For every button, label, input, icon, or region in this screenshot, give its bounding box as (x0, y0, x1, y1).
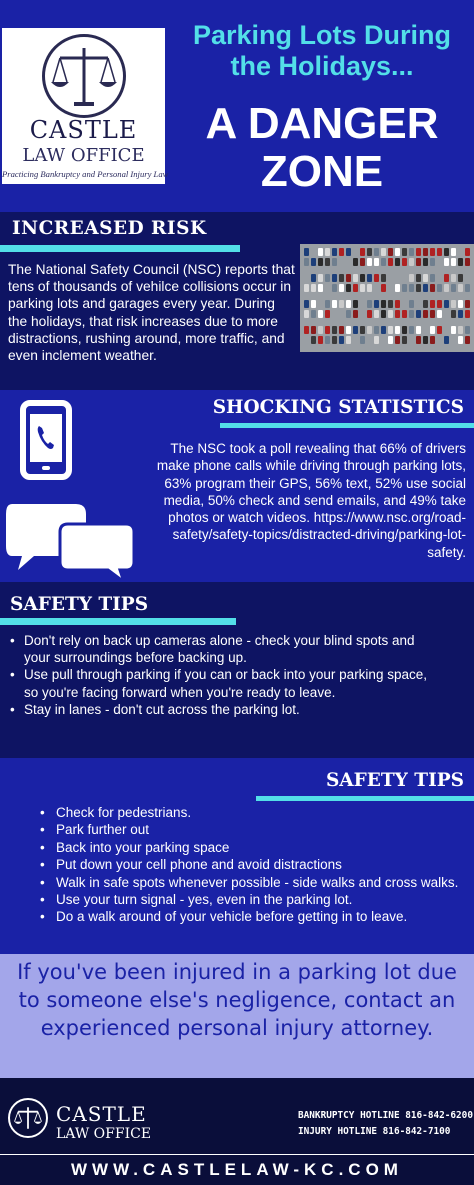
parked-car (346, 284, 351, 292)
parked-car (416, 300, 421, 308)
parked-car (318, 326, 323, 334)
parked-car (304, 274, 309, 282)
parked-car (367, 258, 372, 266)
list-item: • Do a walk around of your vehicle before getting in to leave. (38, 908, 468, 925)
parked-car (360, 258, 365, 266)
parked-car (430, 310, 435, 318)
parked-car (346, 310, 351, 318)
phone-home-button (42, 466, 50, 470)
parked-car (360, 284, 365, 292)
accent-bar (256, 796, 474, 801)
parked-car (353, 300, 358, 308)
phone-screen (30, 414, 62, 462)
parked-car (451, 284, 456, 292)
parked-car (416, 274, 421, 282)
parked-car (402, 326, 407, 334)
hotlines (298, 1108, 474, 1140)
parked-car (332, 274, 337, 282)
parked-car (353, 326, 358, 334)
parked-car (458, 300, 463, 308)
parked-car (360, 248, 365, 256)
accent-bar (220, 423, 474, 428)
parked-car (381, 258, 386, 266)
parked-car (416, 248, 421, 256)
parked-car (325, 310, 330, 318)
list-item: • Use pull through parking if you can or back into your parking space, so you're facing forward when you're ready to leave. (8, 666, 428, 700)
parked-car (318, 258, 323, 266)
parked-car (374, 310, 379, 318)
footer-divider (0, 1154, 474, 1155)
parked-car (360, 274, 365, 282)
logo-name: CASTLE (29, 116, 138, 144)
parked-car (395, 300, 400, 308)
parked-car (360, 300, 365, 308)
parked-car (395, 326, 400, 334)
parked-car (325, 248, 330, 256)
parked-car (388, 258, 393, 266)
parked-car (346, 336, 351, 344)
parked-car (374, 300, 379, 308)
parked-car (444, 258, 449, 266)
list-item: • Don't rely on back up cameras alone - check your blind spots and your surroundings before backing up. (8, 632, 428, 666)
parked-car (381, 336, 386, 344)
parked-car (311, 336, 316, 344)
list-item: • Park further out (38, 821, 468, 838)
safety-tips-heading: SAFETY TIPS (10, 594, 149, 615)
parked-car (367, 300, 372, 308)
parked-car (304, 258, 309, 266)
parked-car (304, 284, 309, 292)
parked-car (409, 274, 414, 282)
parked-car (423, 258, 428, 266)
parked-car (416, 310, 421, 318)
parked-car (374, 326, 379, 334)
parked-car (465, 274, 470, 282)
safety-tips-heading: SAFETY TIPS (325, 770, 464, 791)
parked-car (388, 326, 393, 334)
safety-tips-section-2 (0, 758, 474, 960)
parked-car (465, 326, 470, 334)
parked-car (332, 300, 337, 308)
call-to-action-text: If you've been injured in a parking lot due to someone else's negligence, contact an experienced personal injury attorney. (17, 960, 457, 1040)
parked-car (353, 336, 358, 344)
parked-car (311, 274, 316, 282)
parked-car (430, 248, 435, 256)
parked-car (318, 300, 323, 308)
parked-car (332, 248, 337, 256)
parked-car (430, 274, 435, 282)
parked-car (451, 248, 456, 256)
accent-bar (0, 245, 240, 252)
parked-car (409, 310, 414, 318)
parked-car (458, 258, 463, 266)
list-item: • Stay in lanes - don't cut across the parking lot. (8, 701, 428, 718)
parked-car (444, 284, 449, 292)
parked-car (395, 274, 400, 282)
parked-car (458, 284, 463, 292)
list-item: • Walk in safe spots whenever possible - side walks and cross walks. (38, 874, 468, 891)
parked-car (311, 300, 316, 308)
parked-car (318, 310, 323, 318)
parked-car (353, 258, 358, 266)
safety-tips-section-1 (0, 582, 474, 758)
parked-car (346, 258, 351, 266)
list-item: • Put down your cell phone and avoid distractions (38, 856, 468, 873)
parked-car (318, 274, 323, 282)
parked-car (451, 274, 456, 282)
parked-car (465, 248, 470, 256)
parked-car (374, 258, 379, 266)
parked-car (430, 336, 435, 344)
parked-car (325, 326, 330, 334)
parked-car-row (304, 336, 470, 344)
parked-car (388, 284, 393, 292)
parked-car (437, 300, 442, 308)
list-item: • Check for pedestrians. (38, 804, 468, 821)
parked-car (402, 310, 407, 318)
footer-logo-name: CASTLE (56, 1102, 147, 1126)
castle-logo[interactable] (2, 28, 169, 184)
headline-line-1: A DANGER (205, 99, 439, 148)
logo-tagline: Practicing Bankruptcy and Personal Injury Law (2, 169, 169, 179)
parked-car (444, 300, 449, 308)
parked-car (444, 248, 449, 256)
safety-tips-list (38, 804, 468, 926)
parked-car (381, 326, 386, 334)
parked-car (374, 284, 379, 292)
parked-car (339, 284, 344, 292)
parked-car (395, 258, 400, 266)
parked-car (381, 274, 386, 282)
parked-car (423, 310, 428, 318)
parked-car (423, 274, 428, 282)
parked-car (332, 336, 337, 344)
parked-car (451, 336, 456, 344)
parked-car-row (304, 326, 470, 334)
parked-car (437, 336, 442, 344)
parked-car (304, 300, 309, 308)
parked-car (416, 326, 421, 334)
parked-car (388, 310, 393, 318)
parked-car (395, 248, 400, 256)
parked-car (430, 284, 435, 292)
scales-of-justice-icon (8, 1098, 48, 1138)
parked-car (374, 336, 379, 344)
bankruptcy-hotline[interactable]: BANKRUPTCY HOTLINE 816-842-6200 (298, 1110, 473, 1121)
parked-car (430, 326, 435, 334)
parked-car (402, 258, 407, 266)
parked-car (318, 284, 323, 292)
scales-of-justice-icon (42, 34, 126, 118)
parked-car (353, 310, 358, 318)
parked-car (395, 284, 400, 292)
parked-car (318, 248, 323, 256)
website-link[interactable]: WWW.CASTLELAW-KC.COM (71, 1160, 403, 1179)
parked-car (402, 336, 407, 344)
parked-car (346, 326, 351, 334)
injury-hotline[interactable]: INJURY HOTLINE 816-842-7100 (298, 1126, 451, 1137)
parked-car (339, 326, 344, 334)
title-line-2: the Holidays... (230, 51, 414, 81)
parked-car-row (304, 248, 470, 256)
parked-car (430, 300, 435, 308)
increased-risk-heading: INCREASED RISK (12, 218, 207, 239)
parked-car (451, 310, 456, 318)
parked-car (402, 300, 407, 308)
parked-car (332, 326, 337, 334)
parked-car (444, 310, 449, 318)
list-item: • Back into your parking space (38, 839, 468, 856)
parked-car (304, 248, 309, 256)
parked-car (367, 274, 372, 282)
parked-car (325, 258, 330, 266)
parked-car (402, 284, 407, 292)
parked-car (318, 336, 323, 344)
parked-car (325, 336, 330, 344)
parked-car (437, 326, 442, 334)
parked-car (325, 274, 330, 282)
parked-car (353, 284, 358, 292)
parked-car (311, 248, 316, 256)
parked-car (367, 284, 372, 292)
parked-car (367, 310, 372, 318)
parked-car (367, 248, 372, 256)
parked-car (381, 248, 386, 256)
parked-car (465, 336, 470, 344)
parked-car (423, 336, 428, 344)
parked-car (339, 274, 344, 282)
parked-car (423, 300, 428, 308)
parked-car (458, 310, 463, 318)
parked-car (409, 326, 414, 334)
parked-car (311, 258, 316, 266)
parked-car (388, 300, 393, 308)
parked-car (339, 336, 344, 344)
parked-car (458, 274, 463, 282)
increased-risk-text: The National Safety Council (NSC) reports that tens of thousands of vehilce collisions occur in parking lots and garages every year. During the holidays, that risk increases due to more distractions, rushing around, more traffic, and even inclement weather. (8, 262, 295, 364)
parked-car (339, 248, 344, 256)
parked-car (395, 336, 400, 344)
parking-lot-aerial-image (300, 244, 474, 352)
parked-car (353, 274, 358, 282)
parked-car (416, 336, 421, 344)
parked-car (339, 258, 344, 266)
parked-car (451, 300, 456, 308)
parked-car (409, 284, 414, 292)
parked-car (458, 248, 463, 256)
parked-car (325, 300, 330, 308)
parked-car-row (304, 274, 470, 282)
parked-car (402, 248, 407, 256)
parked-car (465, 258, 470, 266)
footer (0, 1078, 474, 1185)
parked-car-row (304, 310, 470, 318)
parked-car (374, 274, 379, 282)
call-to-action-section (0, 954, 474, 1078)
parked-car (346, 274, 351, 282)
chat-bubbles-icon (6, 498, 136, 584)
parked-car (423, 326, 428, 334)
parked-car (311, 326, 316, 334)
headline (172, 100, 472, 196)
parked-car (304, 310, 309, 318)
parked-car (360, 326, 365, 334)
parked-car (437, 258, 442, 266)
parked-car (409, 300, 414, 308)
increased-risk-section (0, 212, 474, 390)
parked-car (332, 310, 337, 318)
title-line-1: Parking Lots During (192, 20, 452, 50)
parked-car (381, 310, 386, 318)
parked-car (437, 310, 442, 318)
parked-car (451, 258, 456, 266)
parked-car (346, 248, 351, 256)
parked-car (451, 326, 456, 334)
parked-car (339, 310, 344, 318)
parked-car (423, 284, 428, 292)
parked-car-row (304, 300, 470, 308)
parked-car (367, 336, 372, 344)
parked-car (360, 310, 365, 318)
parked-car (374, 248, 379, 256)
parked-car (325, 284, 330, 292)
parked-car (465, 284, 470, 292)
parked-car-row (304, 258, 470, 266)
shocking-statistics-heading: SHOCKING STATISTICS (212, 397, 464, 418)
parked-car (416, 258, 421, 266)
parked-car (367, 326, 372, 334)
parked-car (437, 274, 442, 282)
parked-car (409, 258, 414, 266)
parked-car (458, 336, 463, 344)
handset-icon (30, 414, 62, 462)
parked-car (437, 284, 442, 292)
parked-car (409, 248, 414, 256)
footer-logo-subname: LAW OFFICE (56, 1126, 152, 1142)
parked-car (360, 336, 365, 344)
parked-car (416, 284, 421, 292)
parked-car (465, 300, 470, 308)
page-title (172, 20, 472, 82)
parked-car (304, 336, 309, 344)
headline-line-2: ZONE (260, 147, 384, 196)
parked-car (346, 300, 351, 308)
parked-car (388, 274, 393, 282)
parked-car-row (304, 284, 470, 292)
parked-car (395, 310, 400, 318)
parked-car (444, 326, 449, 334)
parked-car (423, 248, 428, 256)
shocking-statistics-section (0, 390, 474, 582)
logo-subname: LAW OFFICE (22, 145, 145, 166)
shocking-statistics-text: The NSC took a poll revealing that 66% of drivers make phone calls while driving through parking lots, 63% program their GPS, 56% text, 52% use social media, 50% check and send emails, and 49% take photos or watch videos. https://www.nsc.org/road-safety/safety-topics/distracted-driving/parking-lot-safety. (156, 441, 466, 560)
parked-car (388, 248, 393, 256)
phone-icon (20, 400, 72, 480)
accent-bar (0, 618, 236, 625)
parked-car (430, 258, 435, 266)
parked-car (381, 284, 386, 292)
parked-car (311, 310, 316, 318)
parked-car (465, 310, 470, 318)
parked-car (409, 336, 414, 344)
parked-car (437, 248, 442, 256)
parked-car (304, 326, 309, 334)
parked-car (444, 274, 449, 282)
safety-tips-list (8, 632, 428, 718)
parked-car (339, 300, 344, 308)
parked-car (332, 258, 337, 266)
parked-car (444, 336, 449, 344)
parked-car (458, 326, 463, 334)
parked-car (353, 248, 358, 256)
header-section (0, 0, 474, 212)
parked-car (381, 300, 386, 308)
parked-car (402, 274, 407, 282)
parked-car (332, 284, 337, 292)
list-item: • Use your turn signal - yes, even in the parking lot. (38, 891, 468, 908)
parked-car (311, 284, 316, 292)
parked-car (388, 336, 393, 344)
